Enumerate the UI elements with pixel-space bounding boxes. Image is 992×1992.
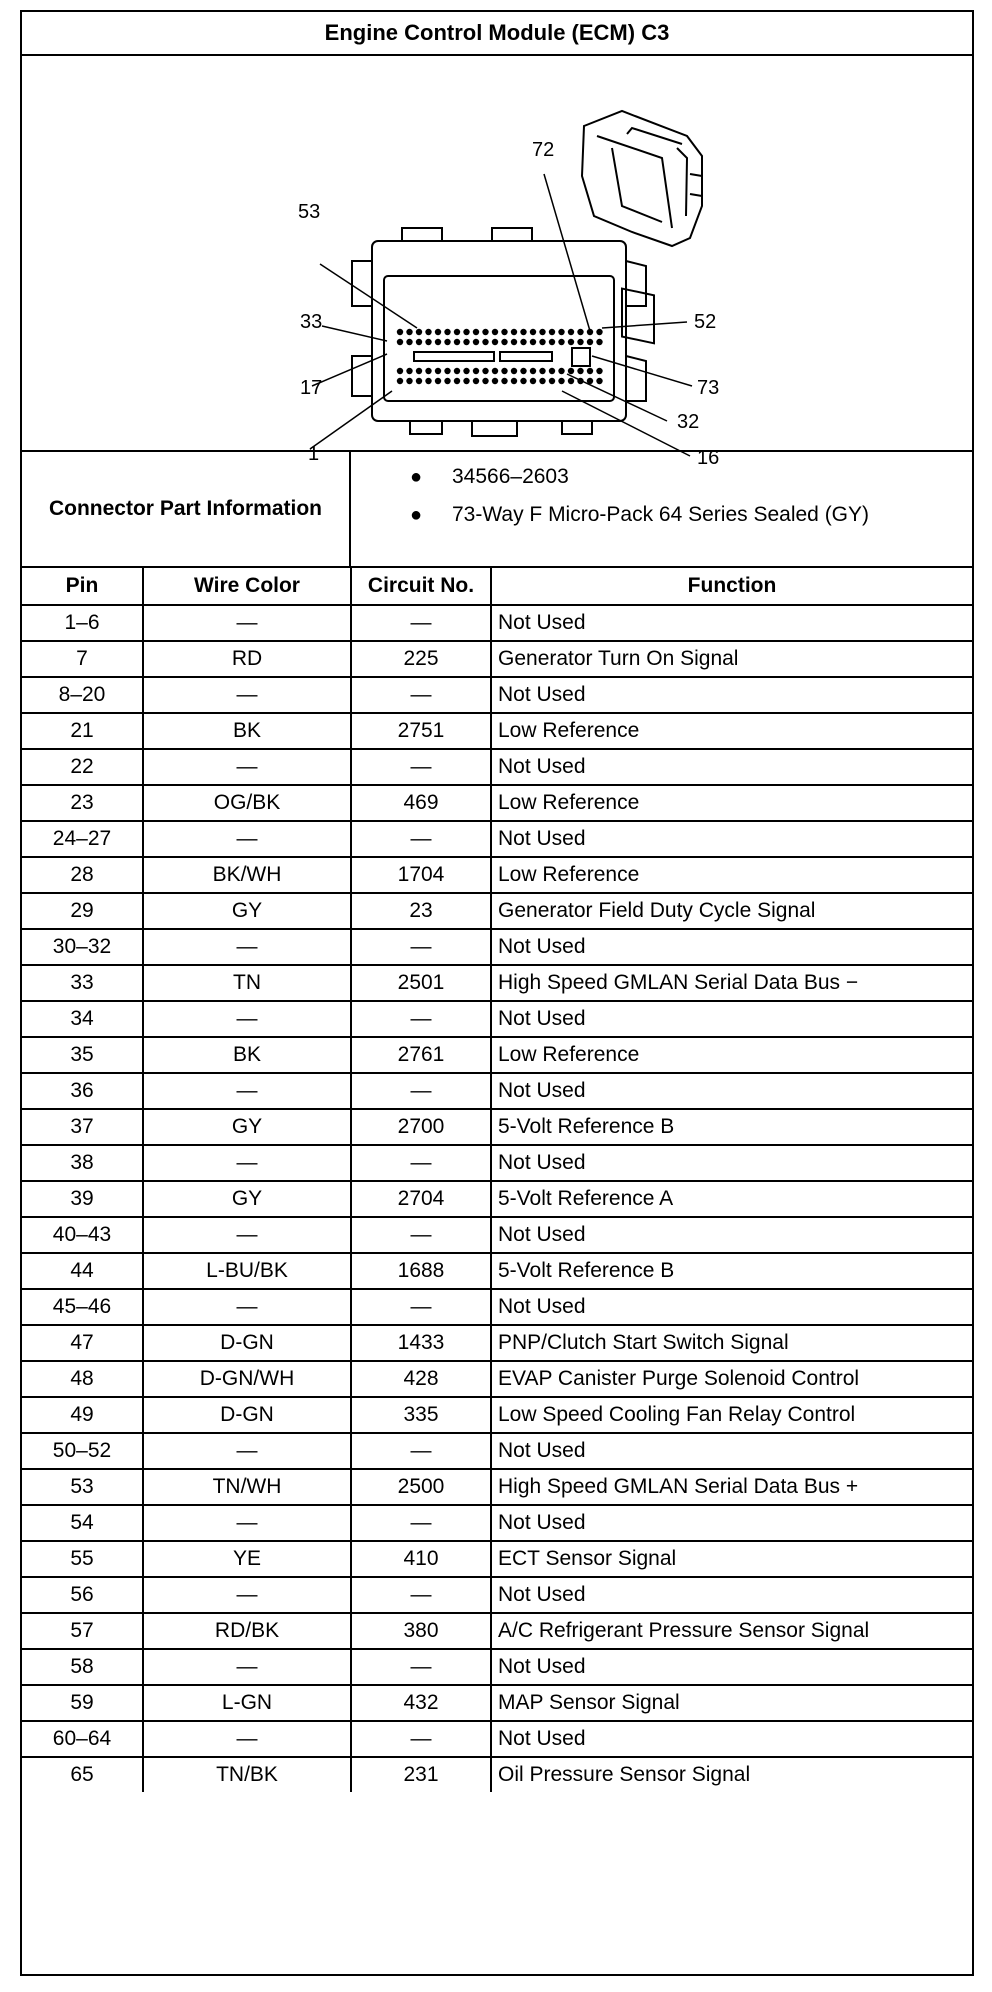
function-cell: Not Used [491,1433,972,1469]
circuit-no-cell: 380 [351,1613,491,1649]
function-cell: High Speed GMLAN Serial Data Bus + [491,1469,972,1505]
wire-color-cell: — [143,749,351,785]
pin-cavity [511,378,517,384]
circuit-no-cell: — [351,1577,491,1613]
table-row [22,1757,972,1792]
function-cell: Not Used [491,1145,972,1181]
callout-72: 72 [532,139,555,161]
pin-cavity [425,378,431,384]
callout-17: 17 [300,377,323,399]
pin-cavity [511,339,517,345]
pin-cell: 21 [22,713,143,749]
pin-cavity [568,339,574,345]
pin-cell: 23 [22,785,143,821]
table-row [22,893,972,929]
pin-cavity [568,378,574,384]
table-row [22,1181,972,1217]
circuit-no-cell: 1433 [351,1325,491,1361]
table-row [22,785,972,821]
circuit-no-cell: 2500 [351,1469,491,1505]
table-row [22,1037,972,1073]
callout-53: 53 [298,201,321,223]
connector-diagram [22,56,972,469]
table-row [22,1721,972,1757]
callout-16: 16 [697,447,720,469]
wire-color-cell: OG/BK [143,785,351,821]
circuit-no-cell: — [351,1289,491,1325]
table-row [22,605,972,641]
pin-cavity [425,368,431,374]
circuit-no-cell: — [351,1001,491,1037]
pin-cavity [454,339,460,345]
pin-cavity [482,378,488,384]
circuit-no-cell: — [351,1145,491,1181]
pin-cell: 22 [22,749,143,785]
header-wire-color: Wire Color [143,568,351,605]
pin-cavity [530,368,536,374]
wire-color-cell: BK/WH [143,857,351,893]
wire-color-cell: YE [143,1541,351,1577]
pinout-sheet [20,10,974,1976]
pin-cavity [530,339,536,345]
pin-cell: 38 [22,1145,143,1181]
pin-cavity [549,368,555,374]
pin-cavity [454,329,460,335]
pin-cavity [435,329,441,335]
pin-cavity [416,378,422,384]
pin-cavity [406,329,412,335]
table-row [22,1649,972,1685]
header-circuit-no: Circuit No. [351,568,491,605]
pin-cell: 53 [22,1469,143,1505]
function-cell: ECT Sensor Signal [491,1541,972,1577]
function-cell: Not Used [491,1721,972,1757]
pin-cavity [568,368,574,374]
pin-cavity [444,368,450,374]
pin-cavity [435,378,441,384]
table-row [22,1073,972,1109]
pin-cell: 56 [22,1577,143,1613]
circuit-no-cell: 410 [351,1541,491,1577]
wire-color-cell: — [143,1721,351,1757]
wire-color-cell: — [143,1433,351,1469]
pin-cavity [501,368,507,374]
function-cell: PNP/Clutch Start Switch Signal [491,1325,972,1361]
function-cell: 5-Volt Reference B [491,1109,972,1145]
circuit-no-cell: — [351,1649,491,1685]
connector-perspective-icon [582,111,702,343]
pin-cell: 1–6 [22,605,143,641]
circuit-no-cell: 23 [351,893,491,929]
pin-cavity [530,378,536,384]
table-row [22,677,972,713]
pin-cavity [539,368,545,374]
function-cell: Not Used [491,821,972,857]
pin-cell: 45–46 [22,1289,143,1325]
pin-cavity [492,329,498,335]
function-cell: A/C Refrigerant Pressure Sensor Signal [491,1613,972,1649]
pin-cell: 34 [22,1001,143,1037]
table-row [22,1253,972,1289]
pin-cavity [463,378,469,384]
function-cell: Not Used [491,1649,972,1685]
circuit-no-cell: 469 [351,785,491,821]
pin-cavity [416,368,422,374]
pin-cavity [444,339,450,345]
table-row [22,1325,972,1361]
circuit-no-cell: — [351,1433,491,1469]
wire-color-cell: — [143,1217,351,1253]
pin-cavity [416,329,422,335]
table-row [22,1361,972,1397]
circuit-no-cell: — [351,605,491,641]
circuit-no-cell: 432 [351,1685,491,1721]
circuit-no-cell: — [351,1217,491,1253]
pin-cell: 60–64 [22,1721,143,1757]
pin-cell: 65 [22,1757,143,1792]
wire-color-cell: D-GN/WH [143,1361,351,1397]
bullet-icon: ● [410,466,423,488]
table-row [22,713,972,749]
wire-color-cell: BK [143,713,351,749]
pin-cavity [558,329,564,335]
pin-cavity [558,368,564,374]
circuit-no-cell: 2761 [351,1037,491,1073]
pin-cell: 58 [22,1649,143,1685]
pin-cavity [473,339,479,345]
pin-cavity [482,339,488,345]
pin-cavity [397,368,403,374]
pin-cavity [549,378,555,384]
function-cell: Not Used [491,1505,972,1541]
pin-cell: 59 [22,1685,143,1721]
pin-cavity [463,329,469,335]
pin-cell: 48 [22,1361,143,1397]
function-cell: Not Used [491,1217,972,1253]
table-row [22,641,972,677]
pin-cavity [577,329,583,335]
pin-cavity [435,368,441,374]
pin-cell: 30–32 [22,929,143,965]
pin-cavity [473,368,479,374]
pin-cell: 8–20 [22,677,143,713]
pin-cavity [492,368,498,374]
pin-cavity [558,378,564,384]
circuit-no-cell: 2751 [351,713,491,749]
pin-cavity [587,339,593,345]
function-cell: Not Used [491,1577,972,1613]
wire-color-cell: — [143,1145,351,1181]
pin-cavity [425,339,431,345]
wire-color-cell: TN/BK [143,1757,351,1792]
callout-32: 32 [677,411,700,433]
pin-cavity [520,368,526,374]
pin-cavity [501,378,507,384]
list-item [362,496,972,534]
circuit-no-cell: — [351,929,491,965]
pin-cavity [444,329,450,335]
pin-cavity [406,368,412,374]
function-cell: MAP Sensor Signal [491,1685,972,1721]
wire-color-cell: D-GN [143,1325,351,1361]
circuit-no-cell: 1688 [351,1253,491,1289]
table-row [22,1469,972,1505]
function-cell: Not Used [491,929,972,965]
table-row [22,1433,972,1469]
pin-cell: 33 [22,965,143,1001]
pin-cavity [596,368,602,374]
wire-color-cell: L-GN [143,1685,351,1721]
table-row [22,1613,972,1649]
leader-lines [310,174,692,456]
pin-cavity [444,378,450,384]
wire-color-cell: RD [143,641,351,677]
circuit-no-cell: 225 [351,641,491,677]
wire-color-cell: — [143,1649,351,1685]
function-cell: 5-Volt Reference B [491,1253,972,1289]
pin-cell: 57 [22,1613,143,1649]
circuit-no-cell: 1704 [351,857,491,893]
callout-1: 1 [308,443,320,465]
pin-cavity [596,378,602,384]
pin-cell: 29 [22,893,143,929]
pin-cell: 55 [22,1541,143,1577]
wire-color-cell: — [143,1505,351,1541]
pin-cavity [558,339,564,345]
pin-cavity [406,378,412,384]
circuit-no-cell: — [351,1505,491,1541]
pin-cavity [482,368,488,374]
wire-color-cell: GY [143,1181,351,1217]
pin-cavity [397,339,403,345]
function-cell: Low Speed Cooling Fan Relay Control [491,1397,972,1433]
pin-cell: 39 [22,1181,143,1217]
wire-color-cell: — [143,1577,351,1613]
header-function: Function [491,568,972,605]
callout-52: 52 [694,311,717,333]
header-pin: Pin [22,568,143,605]
pin-cavity [596,339,602,345]
pin-cavity [568,329,574,335]
pin-cavity [482,329,488,335]
function-cell: High Speed GMLAN Serial Data Bus − [491,965,972,1001]
function-cell: Low Reference [491,1037,972,1073]
pinout-table [22,568,972,1792]
pin-cell: 7 [22,641,143,677]
wire-color-cell: — [143,1001,351,1037]
pin-cavity [425,329,431,335]
list-item [362,458,972,496]
pin-cavity [463,339,469,345]
table-row [22,1577,972,1613]
pin-cavity [511,329,517,335]
pin-cavity [549,339,555,345]
circuit-no-cell: 428 [351,1361,491,1397]
function-cell: Not Used [491,605,972,641]
pin-cavity [501,339,507,345]
page-title: Engine Control Module (ECM) C3 [22,12,972,56]
table-row [22,1289,972,1325]
function-cell: Generator Field Duty Cycle Signal [491,893,972,929]
wire-color-cell: — [143,605,351,641]
function-cell: Not Used [491,1073,972,1109]
connector-part-info-label: Connector Part Information [22,452,351,566]
pin-cavity [435,339,441,345]
pin-cavity [501,329,507,335]
circuit-no-cell: — [351,1073,491,1109]
table-header-row [22,568,972,605]
connector-description: 73-Way F Micro-Pack 64 Series Sealed (GY) [452,503,870,526]
pin-cell: 40–43 [22,1217,143,1253]
function-cell: 5-Volt Reference A [491,1181,972,1217]
table-row [22,965,972,1001]
pin-cell: 54 [22,1505,143,1541]
circuit-no-cell: 2501 [351,965,491,1001]
pin-cavity [397,378,403,384]
pin-cavity [520,339,526,345]
circuit-no-cell: — [351,821,491,857]
table-row [22,1685,972,1721]
connector-part-info-list [362,458,972,534]
pin-cell: 24–27 [22,821,143,857]
pin-cell: 36 [22,1073,143,1109]
pin-cell: 37 [22,1109,143,1145]
pin-cavity [549,329,555,335]
function-cell: Low Reference [491,713,972,749]
circuit-no-cell: 335 [351,1397,491,1433]
pin-cavity [520,329,526,335]
pin-cell: 28 [22,857,143,893]
pin-cavity [492,339,498,345]
callout-33: 33 [300,311,323,333]
table-row [22,1109,972,1145]
table-row [22,1505,972,1541]
wire-color-cell: — [143,821,351,857]
table-row [22,857,972,893]
pin-cavity [454,368,460,374]
pin-cavity [539,329,545,335]
pin-cavity [539,378,545,384]
wire-color-cell: GY [143,893,351,929]
wire-color-cell: D-GN [143,1397,351,1433]
wire-color-cell: RD/BK [143,1613,351,1649]
table-row [22,1145,972,1181]
function-cell: Oil Pressure Sensor Signal [491,1757,972,1792]
function-cell: Generator Turn On Signal [491,641,972,677]
pin-cavity [577,339,583,345]
pin-cell: 47 [22,1325,143,1361]
pin-cell: 44 [22,1253,143,1289]
table-row [22,929,972,965]
bullet-icon: ● [410,504,423,526]
circuit-no-cell: — [351,1721,491,1757]
function-cell: Low Reference [491,785,972,821]
table-row [22,821,972,857]
pin-cell: 35 [22,1037,143,1073]
pin-cavity [596,329,602,335]
table-row [22,1541,972,1577]
table-row [22,749,972,785]
pin-cavity [416,339,422,345]
wire-color-cell: — [143,677,351,713]
circuit-no-cell: — [351,677,491,713]
wire-color-cell: TN [143,965,351,1001]
callout-73: 73 [697,377,720,399]
table-row [22,1397,972,1433]
pin-cavity [520,378,526,384]
wire-color-cell: TN/WH [143,1469,351,1505]
circuit-no-cell: 2700 [351,1109,491,1145]
wire-color-cell: BK [143,1037,351,1073]
connector-drawing [22,56,972,469]
pin-cavity [463,368,469,374]
wire-color-cell: — [143,1073,351,1109]
wire-color-cell: — [143,929,351,965]
pin-cavity [587,368,593,374]
pin-cavity [539,339,545,345]
part-number: 34566–2603 [452,465,569,488]
connector-part-info [22,452,972,568]
function-cell: EVAP Canister Purge Solenoid Control [491,1361,972,1397]
pin-cavity [511,368,517,374]
pin-cavity [397,329,403,335]
wire-color-cell: L-BU/BK [143,1253,351,1289]
function-cell: Not Used [491,677,972,713]
circuit-no-cell: — [351,749,491,785]
wire-color-cell: — [143,1289,351,1325]
pin-cavity [473,329,479,335]
function-cell: Not Used [491,749,972,785]
pin-cavity [530,329,536,335]
table-row [22,1217,972,1253]
function-cell: Not Used [491,1289,972,1325]
pin-cavity [492,378,498,384]
pin-cavity [406,339,412,345]
circuit-no-cell: 231 [351,1757,491,1792]
pin-cavity [473,378,479,384]
wire-color-cell: GY [143,1109,351,1145]
pin-cell: 49 [22,1397,143,1433]
pin-cavity [577,368,583,374]
pin-cell: 50–52 [22,1433,143,1469]
pin-cavity [454,378,460,384]
function-cell: Low Reference [491,857,972,893]
table-row [22,1001,972,1037]
function-cell: Not Used [491,1001,972,1037]
circuit-no-cell: 2704 [351,1181,491,1217]
